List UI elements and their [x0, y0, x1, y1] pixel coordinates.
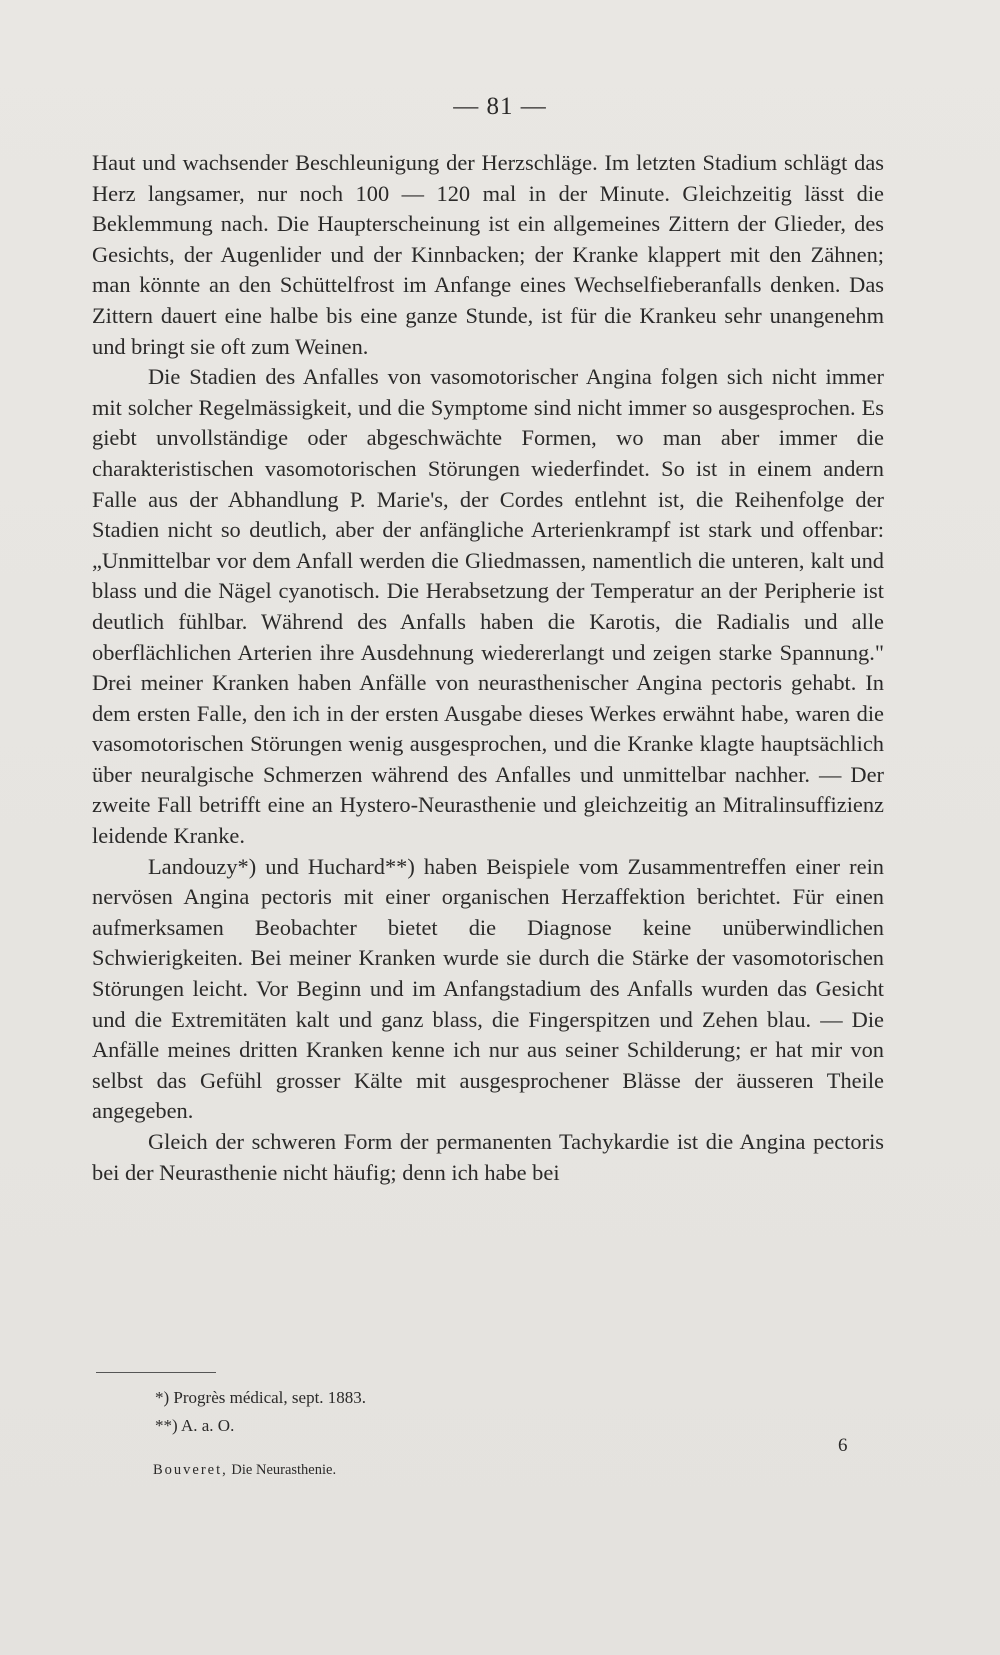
signature-mark: 6: [838, 1435, 848, 1456]
body-text: [92, 148, 884, 1188]
paragraph-4: Gleich der schweren Form der permanenten Tachykardie ist die Angina pectoris bei der Neurasthenie nicht häufig; denn ich habe bei: [92, 1129, 884, 1185]
runner-title: Die Neurasthenie.: [231, 1462, 337, 1478]
paragraph-3: Landouzy*) und Huchard**) haben Beispiele vom Zusammentreffen einer rein nervösen Angina pectoris mit einer organischen Herzaffektion berichtet. Für einen aufmerksamen Beobachter bietet die Diagnose keine unüberwindlichen Schwierigkeiten. Bei meiner Kranken wurde sie durch die Stärke der vasomotorischen Störungen leicht. Vor Beginn und im Anfangstadium des Anfalls wurden das Gesicht und die Extremitäten kalt und ganz blass, die Fingerspitzen und Zehen blau. — Die Anfälle meines dritten Kranken kenne ich nur aus seiner Schilderung; er hat mir von selbst das Gefühl grosser Kälte mit ausgesprochener Blässe der äusseren Theile angegeben.: [92, 853, 884, 1124]
page-number: — 81 —: [453, 93, 547, 120]
footnote-divider: [96, 1372, 216, 1373]
footnote-1: *) Progrès médical, sept. 1883.: [155, 1388, 367, 1407]
paragraph-1: Haut und wachsender Beschleunigung der Herzschläge. Im letzten Stadium schlägt das Herz langsamer, nur noch 100 — 120 mal in der Minute. Gleichzeitig lässt die Beklemmung nach. Die Haupterscheinung ist ein allgemeines Zittern der Glieder, des Gesichts, der Augenlider und der Kinnbacken; der Kranke klappert mit den Zähnen; man könnte an den Schüttelfrost im Anfange eines Wechselfieberanfalls denken. Das Zittern dauert eine halbe bis eine ganze Stunde, ist für die Krankeu sehr unangenehm und bringt sie oft zum Weinen.: [92, 150, 884, 359]
footnotes: [155, 1384, 366, 1440]
paragraph-2: Die Stadien des Anfalles von vasomotorischer Angina folgen sich nicht immer mit solcher Regelmässigkeit, und die Symptome sind nicht immer so ausgesprochen. Es giebt unvollständige oder abgeschwächte Formen, wo man aber immer die charakteristischen vasomotorischen Störungen wiederfindet. So ist in einem andern Falle aus der Abhandlung P. Marie's, der Cordes entlehnt ist, die Reihenfolge der Stadien nicht so deutlich, aber der anfängliche Arterienkrampf ist stark und offenbar: „Unmittelbar vor dem Anfall werden die Gliedmassen, namentlich die unteren, kalt und blass und die Nägel cyanotisch. Die Herabsetzung der Temperatur an der Peripherie ist deutlich fühlbar. Während des Anfalls haben die Karotis, die Radialis und alle oberflächlichen Arterien ihre Ausdehnung wiedererlangt und zeigen starke Spannung." Drei meiner Kranken haben Anfälle von neurasthenischer Angina pectoris gehabt. In dem ersten Falle, den ich in der ersten Ausgabe dieses Werkes erwähnt habe, waren die vasomotorischen Störungen wenig ausgesprochen, und die Kranke klagte hauptsächlich über neuralgische Schmerzen während des Anfalles und unmittelbar nachher. — Der zweite Fall betrifft eine an Hystero-Neurasthenie und gleichzeitig an Mitralinsuffizienz leidende Kranke.: [92, 364, 884, 849]
footnote-2: **) A. a. O.: [155, 1416, 235, 1435]
runner-author: Bouveret,: [153, 1462, 228, 1478]
bottom-runner: [153, 1462, 336, 1479]
